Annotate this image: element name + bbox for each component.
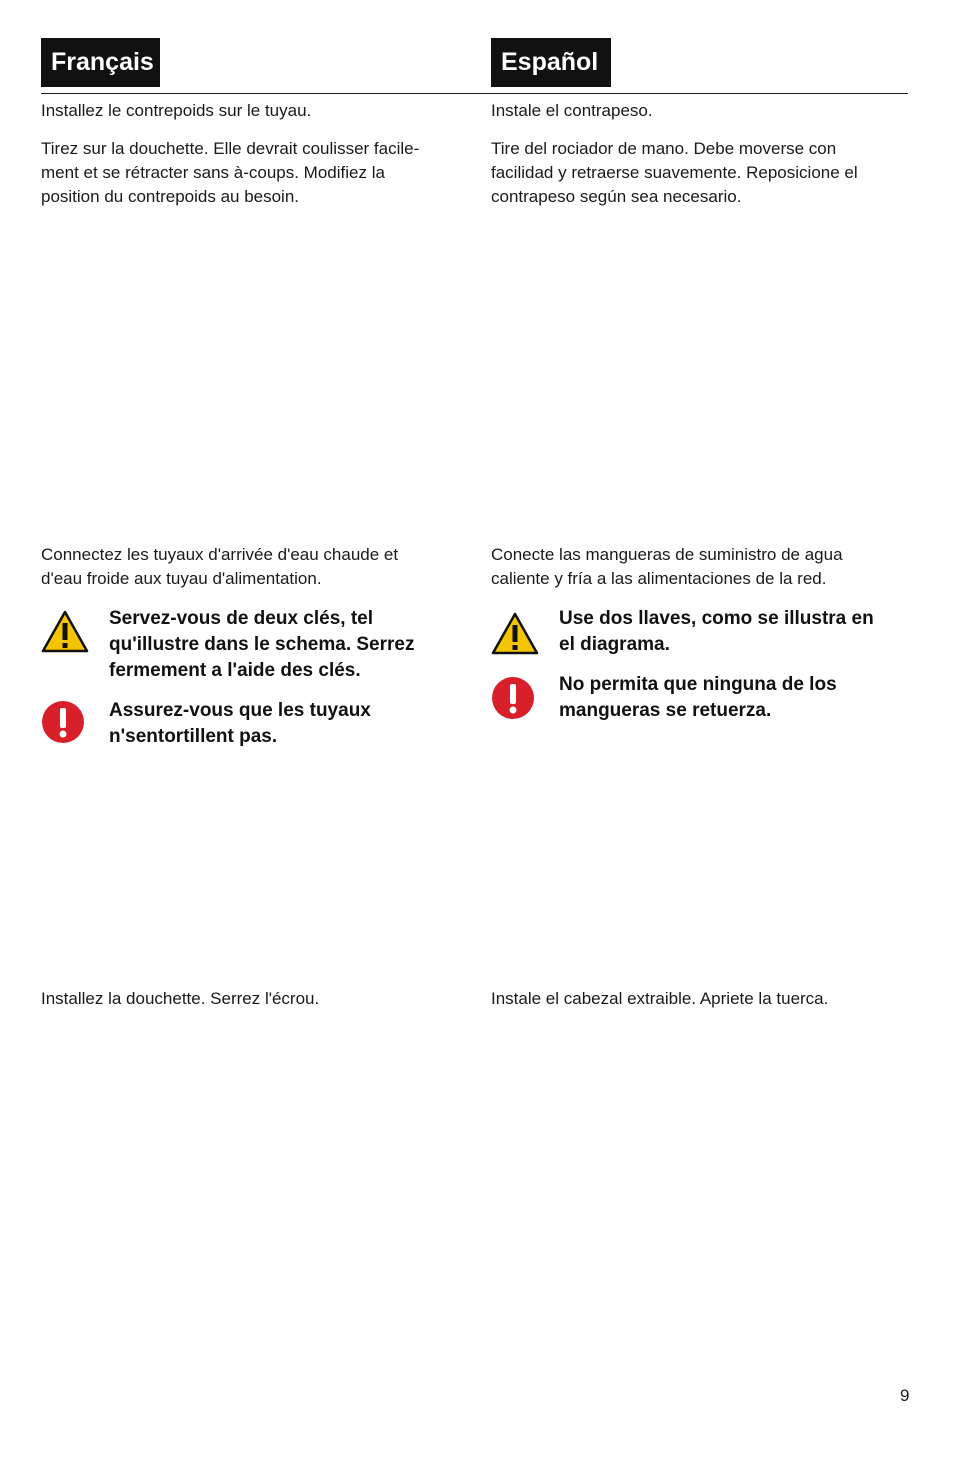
es-step2-line3: contrapeso según sea necesario.: [491, 187, 742, 206]
fr-notice: [41, 698, 466, 754]
fr-caution-text: [109, 606, 461, 684]
warning-triangle-icon: [491, 612, 539, 661]
es-step1: [491, 99, 916, 123]
es-step4-text: Instale el cabezal extraible. Apriete la tuerca.: [491, 989, 829, 1008]
fr-caution-line1: Servez-vous de deux clés, tel: [109, 608, 374, 629]
fr-caution: [41, 606, 466, 686]
fr-step2-line2: ment et se rétracter sans à-coups. Modifiez la: [41, 163, 385, 182]
es-step4: [491, 987, 916, 1011]
es-step3: [491, 543, 916, 591]
fr-step2-line1: Tirez sur la douchette. Elle devrait coulisser facile-: [41, 139, 420, 158]
fr-step3: [41, 543, 466, 591]
fr-notice-line2: n'sentortillent pas.: [109, 726, 278, 747]
fr-step2-line3: position du contrepoids au besoin.: [41, 187, 300, 206]
fr-step4-text: Installez la douchette. Serrez l'écrou.: [41, 989, 320, 1008]
fr-notice-line1: Assurez-vous que les tuyaux: [109, 700, 371, 721]
es-step2-line1: Tire del rociador de mano. Debe moverse con: [491, 139, 837, 158]
es-step2: [491, 137, 916, 209]
es-step3-line1: Conecte las mangueras de suministro de agua: [491, 545, 843, 564]
header-espanol: Español: [491, 38, 611, 87]
exclamation-circle-icon: [41, 700, 85, 749]
es-caution: [491, 606, 916, 662]
es-caution-line2: el diagrama.: [559, 634, 670, 655]
header-francais: Français: [41, 38, 160, 87]
page-number: 9: [900, 1386, 910, 1405]
fr-step3-line2: d'eau froide aux tuyau d'alimentation.: [41, 569, 322, 588]
fr-step1-text: Installez le contrepoids sur le tuyau.: [41, 101, 312, 120]
warning-triangle-icon: [41, 610, 89, 659]
es-notice-line2: mangueras se retuerza.: [559, 700, 772, 721]
fr-caution-line2: qu'illustre dans le schema. Serrez: [109, 634, 415, 655]
fr-step2: [41, 137, 466, 209]
fr-caution-line3: fermement a l'aide des clés.: [109, 660, 361, 681]
fr-step1: [41, 99, 466, 123]
es-step3-line2: caliente y fría a las alimentaciones de la red.: [491, 569, 827, 588]
es-step2-line2: facilidad y retraerse suavemente. Reposicione el: [491, 163, 858, 182]
es-caution-text: [559, 606, 911, 658]
exclamation-circle-icon: [491, 676, 535, 725]
es-notice: [491, 672, 916, 728]
fr-notice-text: [109, 698, 461, 750]
header-divider: [41, 93, 908, 94]
es-notice-text: [559, 672, 911, 724]
es-step1-text: Instale el contrapeso.: [491, 101, 653, 120]
fr-step3-line1: Connectez les tuyaux d'arrivée d'eau chaude et: [41, 545, 399, 564]
es-caution-line1: Use dos llaves, como se illustra en: [559, 608, 874, 629]
es-notice-line1: No permita que ninguna de los: [559, 674, 837, 695]
fr-step4: [41, 987, 466, 1011]
